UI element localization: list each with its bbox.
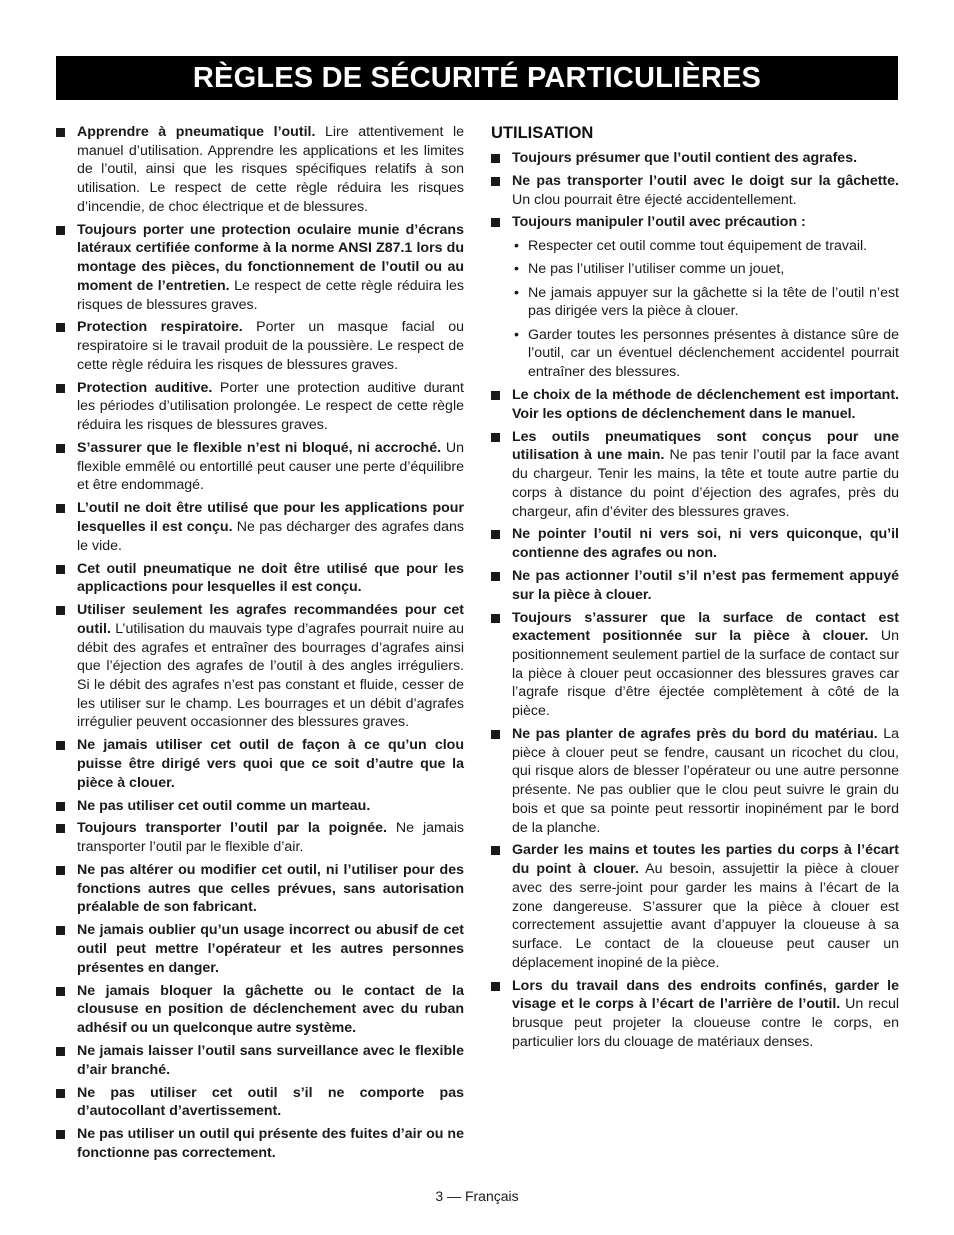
square-bullet-icon [56,1047,65,1056]
square-bullet-icon [56,323,65,332]
list-item: Utiliser seulement les agrafes recommandées pour cet outil. L’utilisation du mauvais type d’agrafes pourrait nuire au débit des agrafes et entraîner des bourrages d’agrafes ainsi que l’éjection des agrafes de l’outil à des angles irréguliers. Si le débit des agrafes n’est pas constant et fluide, cesser de les utiliser sur le champ. Les bourrages et un débit d’agrafes irrégulier peuvent occasionner des blessures graves. [56,601,464,732]
list-item: Ne pas utiliser cet outil comme un marteau. [56,797,464,816]
list-item: Toujours manipuler l’outil avec précaution : • Respecter cet outil comme tout équipement de travail. • Ne pas l’utiliser l’utiliser comme un jouet, • Ne jamais appuyer sur la gâchette si la tête de l’outil n’est pas dirigée vers la pièce à clouer. • Garder toutes les personnes présentes à distance sûre de l’outil, car un éventuel déclenchement accidentel pourrait entraîner des blessures. [491,213,899,381]
square-bullet-icon [56,802,65,811]
precaution-sublist [512,237,899,381]
square-bullet-icon [56,226,65,235]
round-bullet-icon: • [514,261,519,278]
square-bullet-icon [491,614,500,623]
square-bullet-icon [491,391,500,400]
sub-list-item: • Ne pas l’utiliser l’utiliser comme un jouet, [514,261,785,278]
sub-list-item: • Respecter cet outil comme tout équipement de travail. [514,238,868,255]
list-item: Ne pas planter de agrafes près du bord du matériau. La pièce à clouer peut se fendre, causant un ricochet du clou, qui risque alors de blesser l’opérateur ou une autre personne présente. Ne pas oublier que le clou peut suivre le grain du bois et que sa pointe peut ressortir inopinément par le bord de la planche. [491,725,899,837]
title-banner [56,56,898,100]
page-title: RÈGLES DE SÉCURITÉ PARTICULIÈRES [192,61,762,94]
square-bullet-icon [56,384,65,393]
round-bullet-icon: • [514,238,519,255]
list-item: Cet outil pneumatique ne doit être utilisé que pour les applicactions pour lesquelles il est conçu. [56,560,464,597]
list-item: Toujours transporter l’outil par la poignée. Ne jamais transporter l’outil par le flexible d’air. [56,819,464,856]
square-bullet-icon [491,177,500,186]
safety-rule-list [56,123,464,1163]
section-heading-utilisation: UTILISATION [491,124,594,142]
square-bullet-icon [491,530,500,539]
round-bullet-icon: • [514,326,519,343]
list-item: Protection respiratoire. Porter un masque facial ou respiratoire si le travail produit de la poussière. Le respect de cette règle réduira les risques de blessures graves. [56,318,464,374]
square-bullet-icon [56,824,65,833]
list-item: Ne pas transporter l’outil avec le doigt sur la gâchette. Un clou pourrait être éjecté accidentellement. [491,172,899,209]
list-item: Toujours porter une protection oculaire munie d’écrans latéraux certifiée conforme à la norme ANSI Z87.1 lors du montage des pièces, du fonctionnement de l’outil ou au moment de l’entretien. Le respect de cette règle réduira les risques de blessures graves. [56,221,464,315]
list-item: Ne pas actionner l’outil s’il n’est pas fermement appuyé sur la pièce à clouer. [491,567,899,604]
square-bullet-icon [491,572,500,581]
square-bullet-icon [56,987,65,996]
list-item: Toujours s’assurer que la surface de contact est exactement positionnée sur la pièce à clouer. Un positionnement seulement partiel de la surface de contact sur la pièce à clouer peut occasionner des blessures graves car l’agrafe risque d’être éjectée complètement à côté de la pièce. [491,609,899,721]
square-bullet-icon [491,218,500,227]
footer-language: Français [464,1188,519,1204]
list-item: Ne jamais oublier qu’un usage incorrect ou abusif de cet outil peut mettre l’opérateur et les autres personnes présentes en danger. [56,921,464,977]
square-bullet-icon [56,741,65,750]
sub-list-item: • Ne jamais appuyer sur la gâchette si la tête de l’outil n’est pas dirigée vers la pièce à clouer. [514,284,899,320]
page-footer [0,1187,954,1205]
list-item: Ne jamais utiliser cet outil de façon à ce qu’un clou puisse être dirigé vers quoi que ce soit d’autre que la pièce à clouer. [56,736,464,792]
page-number: 3 [435,1188,444,1204]
round-bullet-icon: • [514,284,519,301]
square-bullet-icon [56,866,65,875]
list-item: Garder les mains et toutes les parties du corps à l’écart du point à clouer. Au besoin, assujettir la pièce à clouer avec des serre-joint pour garder les mains à l’écart de la zone dangereuse. S’assurer que la pièce à clouer est correctement assujettie avant d’appuyer la cloueuse à sa surface. Le contact de la cloueuse peut causer un déplacement inopiné de la pièce. [491,841,899,972]
list-item: Les outils pneumatiques sont conçus pour une utilisation à une main. Ne pas tenir l’outil par la face avant du chargeur. Tenir les mains, la tête et toute autre partie du corps à distance du point d’éjection des agrafes, près du chargeur, afin d’éviter des blessures graves. [491,428,899,522]
square-bullet-icon [56,606,65,615]
square-bullet-icon [56,1130,65,1139]
square-bullet-icon [491,730,500,739]
square-bullet-icon [491,982,500,991]
list-item: Apprendre à pneumatique l’outil. Lire attentivement le manuel d’utilisation. Apprendre les applications et les limites de l’outil, ainsi que les risques spécifiques relatifs à son utilisation. Le respect de cette règle réduira les risques d’incendie, de choc électrique et de blessures. [56,123,464,217]
list-item: Le choix de la méthode de déclenchement est important. Voir les options de déclenchement dans le manuel. [491,386,899,423]
list-item: Ne pointer l’outil ni vers soi, ni vers quiconque, qu’il contienne des agrafes ou non. [491,525,899,562]
square-bullet-icon [56,1089,65,1098]
square-bullet-icon [491,846,500,855]
right-column [491,123,899,1056]
square-bullet-icon [491,154,500,163]
square-bullet-icon [56,444,65,453]
list-item: S’assurer que le flexible n’est ni bloqué, ni accroché. Un flexible emmêlé ou entortillé peut causer une perte d’équilibre et être endommagé. [56,439,464,495]
list-item: Protection auditive. Porter une protection auditive durant les périodes d’utilisation prolongée. Le respect de cette règle réduira les risques de blessures graves. [56,379,464,435]
list-item: Ne pas altérer ou modifier cet outil, ni l’utiliser pour des fonctions autres que celles prévues, sans autorisation préalable de son fabricant. [56,861,464,917]
list-item: Ne pas utiliser cet outil s’il ne comporte pas d’autocollant d’avertissement. [56,1084,464,1121]
list-item: Ne jamais bloquer la gâchette ou le contact de la cloususe en position de déclenchement avec du ruban adhésif ou un quelconque autre système. [56,982,464,1038]
square-bullet-icon [56,565,65,574]
list-item: L’outil ne doit être utilisé que pour les applications pour lesquelles il est conçu. Ne pas décharger des agrafes dans le vide. [56,499,464,555]
square-bullet-icon [491,433,500,442]
list-item: Toujours présumer que l’outil contient des agrafes. [491,149,899,168]
usage-rule-list [491,149,899,1051]
footer-separator: — [447,1188,462,1204]
left-column [56,123,464,1167]
list-item: Lors du travail dans des endroits confinés, garder le visage et le corps à l’écart de l’arrière de l’outil. Un recul brusque peut projeter la cloueuse contre le corps, en particulier lors du clouage de matériaux denses. [491,977,899,1052]
square-bullet-icon [56,128,65,137]
square-bullet-icon [56,504,65,513]
square-bullet-icon [56,926,65,935]
list-item: Ne jamais laisser l’outil sans surveillance avec le flexible d’air branché. [56,1042,464,1079]
sub-list-item: • Garder toutes les personnes présentes à distance sûre de l’outil, car un éventuel déclenchement accidentel pourrait entraîner des blessures. [514,326,899,380]
list-item: Ne pas utiliser un outil qui présente des fuites d’air ou ne fonctionne pas correctement. [56,1125,464,1162]
